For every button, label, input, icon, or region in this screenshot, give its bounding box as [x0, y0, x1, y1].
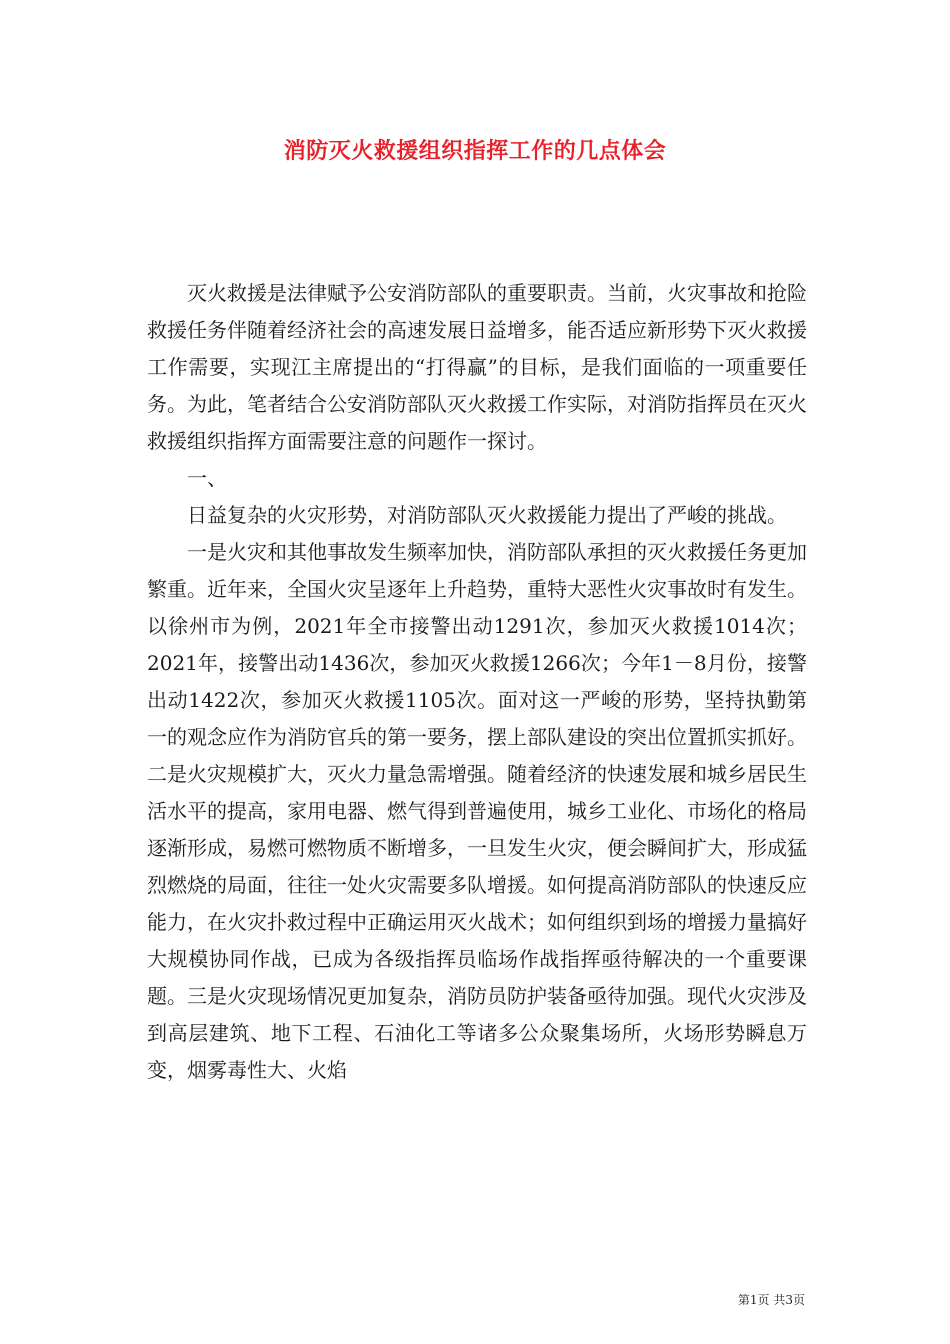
document-body: [147, 275, 807, 1089]
paragraph-intro: 灭火救援是法律赋予公安消防部队的重要职责。当前，火灾事故和抢险救援任务伴随着经济社会的高速发展日益增多，能否适应新形势下灭火救援工作需要，实现江主席提出的“打得赢”的目标，是我们面临的一项重要任务。为此，笔者结合公安消防部队灭火救援工作实际，对消防指挥员在灭火救援组织指挥方面需要注意的问题作一探讨。: [147, 281, 807, 453]
document-title: 消防灭火救援组织指挥工作的几点体会: [283, 138, 667, 164]
paragraph-main: 一是火灾和其他事故发生频率加快，消防部队承担的灭火救援任务更加繁重。近年来，全国火灾呈逐年上升趋势，重特大恶性火灾事故时有发生。以徐州市为例，2021年全市接警出动1291次，参加灭火救援1014次；2021年，接警出动1436次，参加灭火救援1266次；今年1－8月份，接警出动1422次，参加灭火救援1105次。面对这一严峻的形势，坚持执勤第一的观念应作为消防官兵的第一要务，摆上部队建设的突出位置抓实抓好。二是火灾规模扩大，灭火力量急需增强。随着经济的快速发展和城乡居民生活水平的提高，家用电器、燃气得到普遍使用，城乡工业化、市场化的格局逐渐形成，易燃可燃物质不断增多，一旦发生火灾，便会瞬间扩大，形成猛烈燃烧的局面，往往一处火灾需要多队增援。如何提高消防部队的快速反应能力，在火灾扑救过程中正确运用灭火战术；如何组织到场的增援力量搞好大规模协同作战，已成为各级指挥员临场作战指挥亟待解决的一个重要课题。三是火灾现场情况更加复杂，消防员防护装备亟待加强。现代火灾涉及到高层建筑、地下工程、石油化工等诸多公众聚集场所，火场形势瞬息万变，烟雾毒性大、火焰: [147, 540, 807, 1082]
page-number-footer: 第1页 共3页: [737, 1293, 805, 1307]
section-heading-one: 一、: [187, 466, 227, 490]
paragraph-section-lead: 日益复杂的火灾形势，对消防部队灭火救援能力提出了严峻的挑战。: [187, 503, 787, 527]
